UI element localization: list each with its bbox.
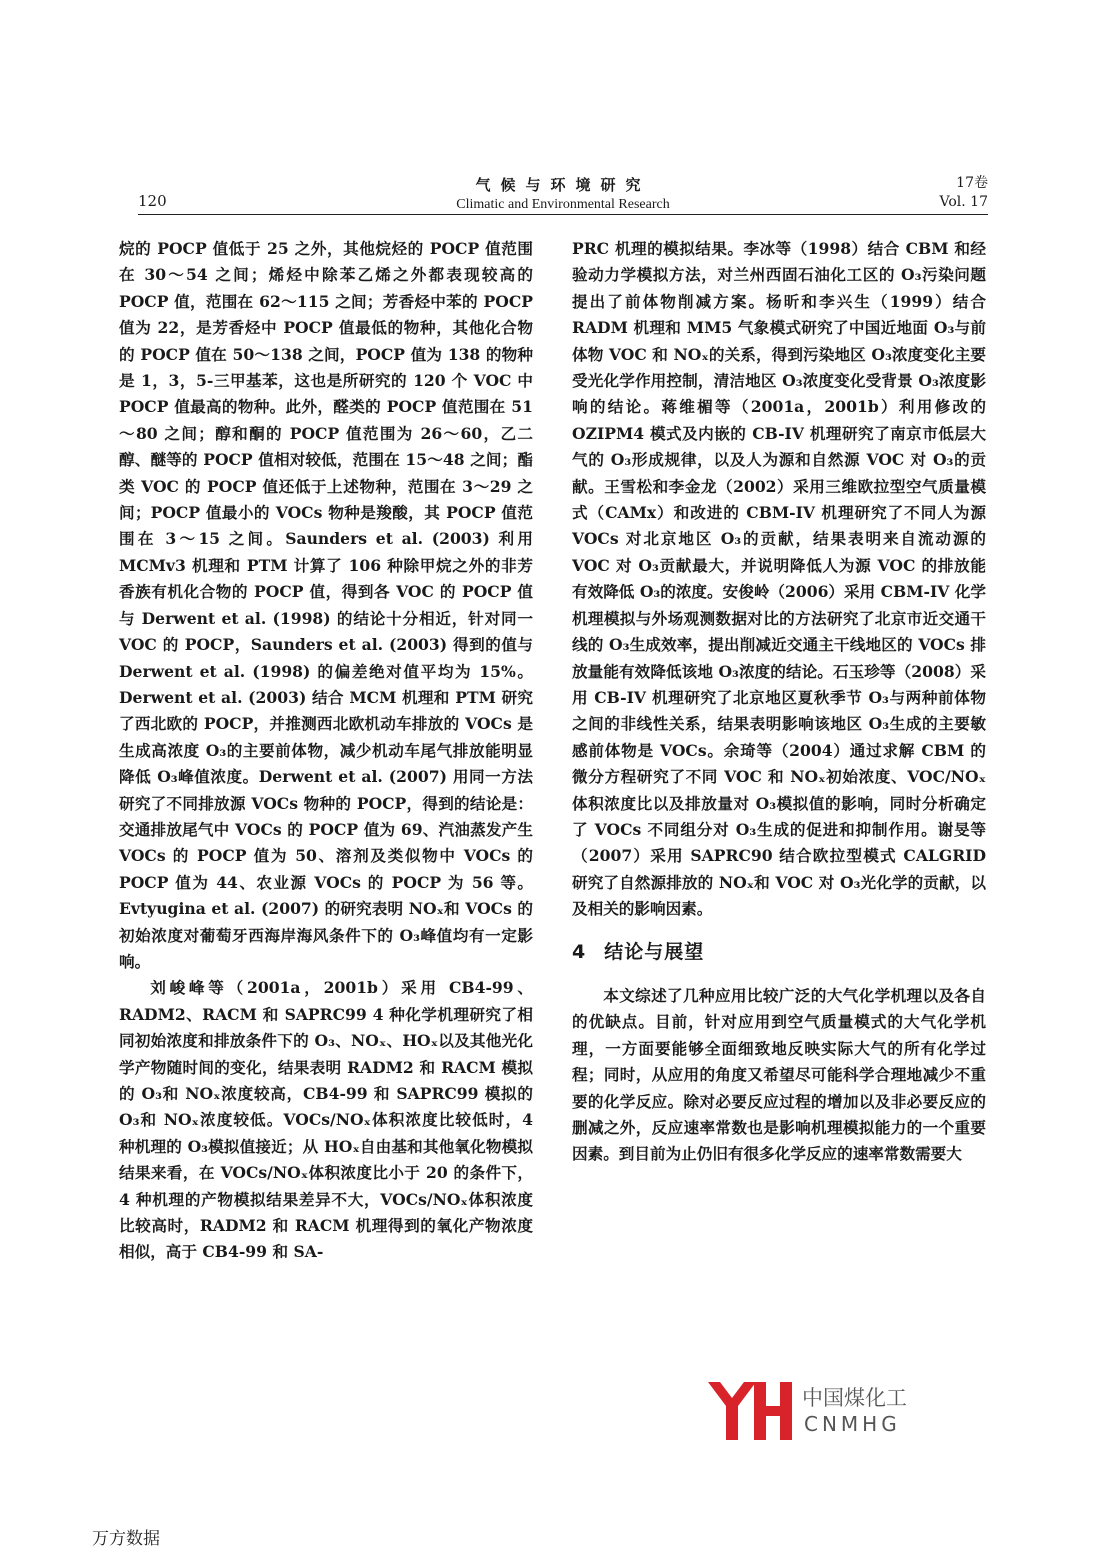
section-title: 结论与展望 (604, 940, 705, 963)
paragraph: 烷的 POCP 值低于 25 之外，其他烷烃的 POCP 值范围在 30～54 之间；烯烃中除苯乙烯之外都表现较高的 POCP 值，范围在 62～115 之间；芳香烃中苯的 POCP 值为 22，是芳香烃中 POCP 值最低的物种，其他化合物的 POCP 值在 50～138 之间，POCP 值为 138 的物种是 1，3，5-三甲基苯，这也是所研究的 120 个 VOC 中 POCP 值最高的物种。此外，醛类的 POCP 值范围在 51～80 之间；醇和酮的 POCP 值范围为 26～60，乙二醇、醚等的 POCP 值相对较低，范围在 15～48 之间；酯类 VOC 的 POCP 值还低于上述物种，范围在 3～29 之间；POCP 值最小的 VOCs 物种是羧酸，其 POCP 值范围在 3～15 之间。Saunders et al. (2003) 利用 MCMv3 机理和 PTM 计算了 106 种除甲烷之外的非芳香族有机化合物的 POCP 值，得到各 VOC 的 POCP 值与 Derwent et al. (1998) 的结论十分相近，针对同一 VOC 的 POCP，Saunders et al. (2003) 得到的值与 Derwent et al. (1998) 的偏差绝对值平均为 15%。Derwent et al. (2003) 结合 MCM 机理和 PTM 研究了西北欧的 POCP，并推测西北欧机动车排放的 VOCs 是生成高浓度 O₃的主要前体物，减少机动车尾气排放能明显降低 O₃峰值浓度。Derwent et al. (2007) 用同一方法研究了不同排放源 VOCs 物种的 POCP，得到的结论是：交通排放尾气中 VOCs 的 POCP 值为 69、汽油蒸发产生 VOCs 的 POCP 值为 50、溶剂及类似物中 VOCs 的 POCP 值为 44、农业源 VOCs 的 POCP 为 56 等。Evtyugina et al. (2007) 的研究表明 NOₓ和 VOCs 的初始浓度对葡萄牙西海岸海风条件下的 O₃峰值均有一定影响。 (119, 239, 533, 971)
volume-zh: 17卷 (956, 175, 988, 191)
volume-info (940, 174, 988, 212)
paragraph: 本文综述了几种应用比较广泛的大气化学机理以及各自的优缺点。目前，针对应用到空气质量模式的大气化学机理，一方面要能够全面细致地反映实际大气的所有化学过程；同时，从应用的角度又希望尽可能科学合理地减少不重要的化学反应。除对必要反应过程的增加以及非必要反应的删减之外，反应速率常数也是影响机理模拟能力的一个重要因素。到目前为止仍旧有很多化学反应的速率常数需要大 (572, 985, 986, 1164)
watermark-text-zh: 中国煤化工 (800, 1382, 909, 1412)
watermark-logo-icon (704, 1378, 796, 1444)
right-column (572, 236, 986, 1168)
page-number: 120 (138, 192, 167, 210)
paragraph: 刘峻峰等（2001a，2001b）采用 CB4-99、RADM2、RACM 和 SAPRC99 4 种化学机理研究了相同初始浓度和排放条件下的 O₃、NOₓ、HOₓ以及其他光化学产物随时间的变化，结果表明 RADM2 和 RACM 模拟的 O₃和 NOₓ浓度较高，CB4-99 和 SAPRC99 模拟的 O₃和 NOₓ浓度较低。VOCs/NOₓ体积浓度比较低时，4 种机理的 O₃模拟值接近；从 HOₓ自由基和其他氧化物模拟结果来看，在 VOCs/NOₓ体积浓度比小于 20 的条件下，4 种机理的产物模拟结果差异不大，VOCs/NOₓ体积浓度比较高时，RADM2 和 RACM 机理得到的氧化产物浓度相似，高于 CB4-99 和 SA- (119, 978, 533, 1262)
journal-title-en: Climatic and Environmental Research (456, 197, 670, 212)
paragraph: PRC 机理的模拟结果。李冰等（1998）结合 CBM 和经验动力学模拟方法，对兰州西固石油化工区的 O₃污染问题提出了前体物削减方案。杨昕和李兴生（1999）结合 RADM 机理和 MM5 气象模式研究了中国近地面 O₃与前体物 VOC 和 NOₓ的关系，得到污染地区 O₃浓度变化主要受光化学作用控制，清洁地区 O₃浓度变化受背景 O₃浓度影响的结论。蒋维楣等（2001a，2001b）利用修改的 OZIPM4 模式及内嵌的 CB-IV 机理研究了南京市低层大气的 O₃形成规律，以及人为源和自然源 VOC 对 O₃的贡献。王雪松和李金龙（2002）采用三维欧拉型空气质量模式（CAMx）和改进的 CBM-IV 机理研究了不同人为源 VOCs 对北京地区 O₃的贡献，结果表明来自流动源的 VOC 对 O₃贡献最大，并说明降低人为源 VOC 的排放能有效降低 O₃的浓度。安俊岭（2006）采用 CBM-IV 化学机理模拟与外场观测数据对比的方法研究了北京市近交通干线的 O₃生成效率，提出削减近交通主干线地区的 VOCs 排放量能有效降低该地 O₃浓度的结论。石玉珍等（2008）采用 CB-IV 机理研究了北京地区夏秋季节 O₃与两种前体物之间的非线性关系，结果表明影响该地区 O₃生成的主要敏感前体物是 VOCs。余琦等（2004）通过求解 CBM 的微分方程研究了不同 VOC 和 NOₓ初始浓度、VOC/NOₓ体积浓度比以及排放量对 O₃模拟值的影响，同时分析确定了 VOCs 不同组分对 O₃生成的促进和抑制作用。谢旻等（2007）采用 SAPRC90 结合欧拉型模式 CALGRID 研究了自然源排放的 NOₓ和 VOC 对 O₃光化学的贡献，以及相关的影响因素。 (572, 239, 986, 919)
left-column (119, 236, 533, 1266)
watermark (704, 1378, 924, 1444)
journal-title-zh: 气候与环境研究 (475, 176, 651, 194)
footer-source: 万方数据 (92, 1529, 160, 1549)
volume-en: Vol. 17 (939, 194, 988, 210)
page-header (138, 174, 988, 214)
section-number: 4 (572, 940, 587, 963)
watermark-text-en: CNMHG (804, 1412, 901, 1436)
header-rule (138, 214, 988, 215)
journal-title (138, 174, 988, 213)
section-heading (572, 939, 986, 965)
